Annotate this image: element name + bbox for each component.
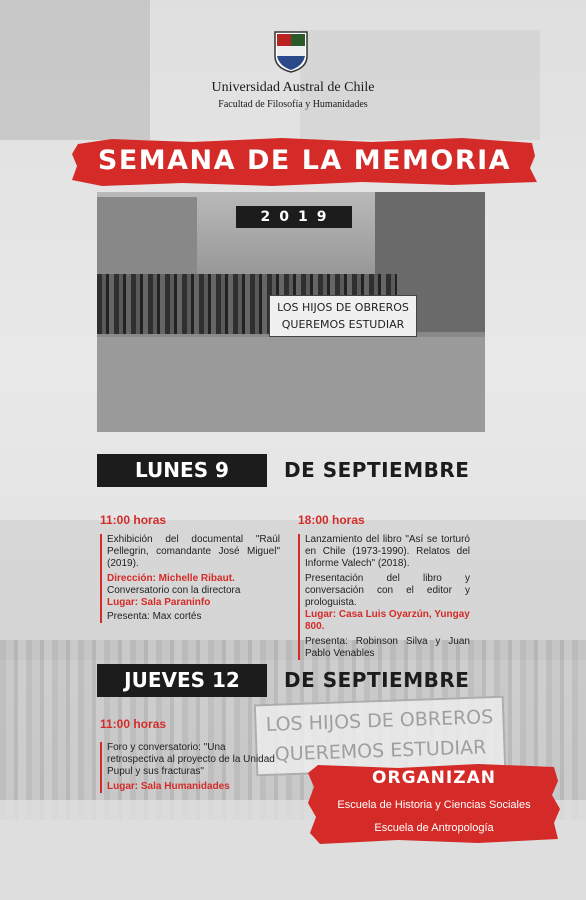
- organizers-banner: [308, 763, 560, 845]
- event-description: Foro y conversatorio: "Una retrospectiva al proyecto de la Unidad Pupul y sus fracturas": [107, 742, 275, 777]
- protest-photo: [97, 192, 485, 432]
- organizers-title: ORGANIZAN: [372, 768, 496, 788]
- day-label-lunes: LUNES 9: [97, 454, 267, 487]
- event-title: SEMANA DE LA MEMORIA: [97, 145, 512, 176]
- organizer-item: Escuela de Antropología: [374, 822, 494, 834]
- photo-banner: [269, 295, 417, 337]
- event-jueves-morning: [100, 718, 278, 796]
- event-lunes-evening: [298, 514, 470, 663]
- event-description: Lanzamiento del libro "Así se torturó en Chile (1973-1990). Relatos del Informe Valech" (2018).: [305, 534, 470, 569]
- event-place: Lugar: Casa Luis Oyarzún, Yungay 800.: [305, 609, 470, 632]
- title-banner: [72, 136, 537, 188]
- event-lunes-morning: [100, 514, 280, 626]
- event-presenter: Presenta: Max cortés: [107, 611, 202, 622]
- event-activity: Presentación del libro y conversación con el editor y prologuista.: [305, 573, 470, 608]
- event-place: Lugar: Sala Paraninfo: [107, 597, 211, 608]
- event-time: 18:00 horas: [298, 513, 365, 527]
- event-director: Dirección: Michelle Ribaut.: [107, 573, 235, 584]
- faculty-name: Facultad de Filosofía y Humanidades: [218, 99, 368, 110]
- day-label-jueves: JUEVES 12: [97, 664, 267, 697]
- event-time: 11:00 horas: [100, 717, 167, 731]
- event-activity: Conversatorio con la directora: [107, 585, 241, 596]
- photo-banner-line-2: QUEREMOS ESTUDIAR: [281, 318, 405, 331]
- event-presenter: Presenta: Robinson Silva y Juan Pablo Venables: [305, 636, 470, 659]
- event-place: Lugar: Sala Humanidades: [107, 781, 230, 792]
- organizer-item: Escuela de Historia y Ciencias Sociales: [337, 799, 531, 811]
- event-description: Exhibición del documental "Raúl Pellegrin, comandante José Miguel" (2019).: [107, 534, 280, 569]
- event-year: 2019: [236, 206, 352, 228]
- month-label-jueves: DE SEPTIEMBRE: [284, 668, 470, 692]
- university-logo: [273, 30, 309, 74]
- month-label-lunes: DE SEPTIEMBRE: [284, 458, 470, 482]
- university-name: Universidad Austral de Chile: [211, 80, 375, 95]
- event-time: 11:00 horas: [100, 513, 167, 527]
- photo-banner-line-1: LOS HIJOS DE OBREROS: [277, 301, 409, 314]
